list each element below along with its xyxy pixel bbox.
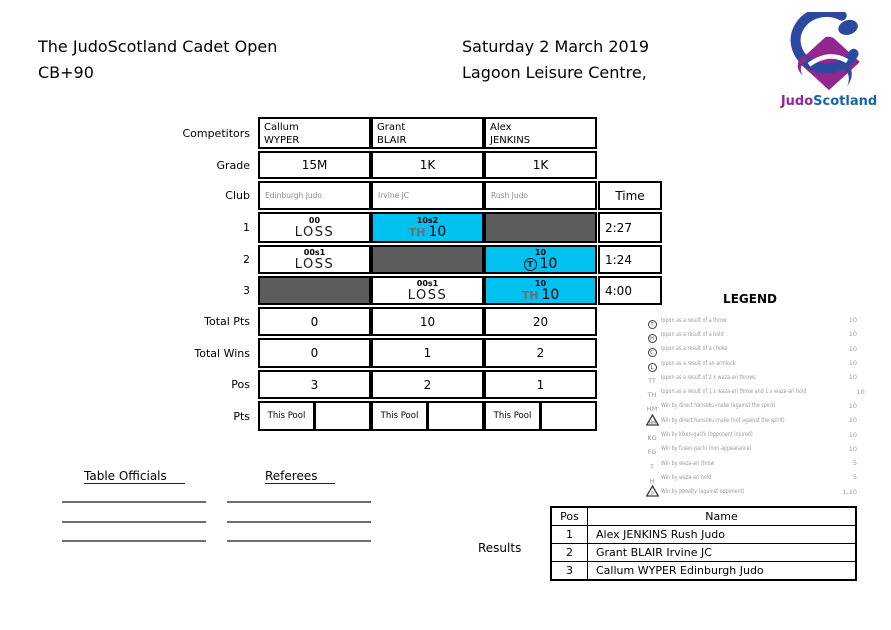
results-column-header: Name <box>588 507 857 526</box>
pool-row-label: Club <box>225 189 250 202</box>
results-pos: 3 <box>551 562 588 581</box>
signature-line <box>62 540 206 542</box>
match-time-cell: 1:24 <box>598 245 662 274</box>
match-cell-empty <box>484 212 597 243</box>
match-cell: 00s1 LOSS <box>371 276 484 305</box>
judoscotland-logo <box>779 12 879 109</box>
competitor-name-cell: Alex JENKINS <box>484 117 597 149</box>
legend-value: 10 <box>848 444 857 453</box>
legend-text: Win by direct hansoku-make (against the spirit) <box>661 402 776 410</box>
judoscotland-logo-icon <box>783 12 875 92</box>
results-row <box>551 526 856 544</box>
pool-row-label: 1 <box>243 221 250 234</box>
legend-code: FG <box>647 448 657 457</box>
legend-text: Win by waza-ari throw <box>661 459 715 467</box>
pts-empty-cell <box>427 401 484 431</box>
circled-letter-icon: L <box>648 363 657 372</box>
circled-letter-icon: C <box>648 348 657 357</box>
legend-row <box>643 442 857 456</box>
match-cell-empty <box>258 276 371 305</box>
pool-row-label: Total Pts <box>204 315 250 328</box>
club-cell: Edinburgh Judo <box>258 181 371 210</box>
svg-text:HM: HM <box>648 419 656 425</box>
position-cell: 1 <box>484 370 597 399</box>
legend-text: Ippon as a result of 1 x waza-ari throw and 1 x waza-ari hold <box>661 388 807 396</box>
legend-text: Win by waza-ari hold <box>661 473 712 481</box>
legend-value: 10 <box>848 344 857 353</box>
grade-cell: 1K <box>371 151 484 179</box>
legend-row <box>643 456 857 470</box>
results-pos: 2 <box>551 544 588 562</box>
results-column-header: Pos <box>551 507 588 526</box>
table-officials-label: Table Officials <box>84 469 185 484</box>
pool-row-label: Competitors <box>182 126 250 140</box>
weight-category: CB+90 <box>38 63 94 82</box>
legend-text: Ippon as a result of a throw <box>661 316 727 324</box>
signature-line <box>227 540 371 542</box>
triangle-icon <box>646 414 659 426</box>
legend <box>643 292 865 499</box>
legend-row <box>643 356 857 370</box>
referees-label: Referees <box>265 469 335 484</box>
signature-line <box>227 521 371 523</box>
position-cell: 2 <box>371 370 484 399</box>
legend-row <box>643 384 865 400</box>
match-time-cell: 4:00 <box>598 276 662 305</box>
pool-row-label: Grade <box>216 158 250 172</box>
circled-letter-icon: T <box>648 320 657 329</box>
legend-code: T <box>650 462 654 471</box>
match-cell-empty <box>371 245 484 274</box>
pool-row-label: 2 <box>243 253 250 266</box>
legend-value: 10 <box>848 330 857 339</box>
pts-pool-cell: This Pool <box>371 401 428 431</box>
legend-code: KG <box>647 434 657 443</box>
match-cell: 10s2 TH 10 <box>371 212 484 243</box>
legend-row <box>643 313 857 327</box>
total-wins-cell: 0 <box>258 338 371 368</box>
legend-value: 5 <box>852 473 857 482</box>
grade-cell: 15M <box>258 151 371 179</box>
win-method-code: TH <box>521 288 539 302</box>
legend-row <box>643 370 857 384</box>
results-label: Results <box>478 541 522 555</box>
legend-value: 10 <box>848 359 857 368</box>
pts-pool-cell: This Pool <box>484 401 541 431</box>
legend-text: Win by direct hansoku-make (not against the spirit) <box>661 416 785 424</box>
competitor-name-cell: Callum WYPER <box>258 117 371 149</box>
legend-row <box>643 327 857 341</box>
circled-letter-icon: H <box>648 334 657 343</box>
legend-value: 5 <box>852 459 857 468</box>
signature-line <box>62 521 206 523</box>
pts-empty-cell <box>540 401 597 431</box>
results-table <box>550 506 857 581</box>
match-cell: 00 LOSS <box>258 212 371 243</box>
total-pts-cell: 0 <box>258 307 371 336</box>
legend-text: Ippon as a result of an armlock <box>661 359 736 367</box>
legend-text: Win by fusen-gachi (non-appearance) <box>661 445 752 453</box>
legend-value: 10 <box>848 401 857 410</box>
legend-value: 1,10 <box>842 487 857 496</box>
event-date-block <box>462 34 649 86</box>
total-wins-cell: 2 <box>484 338 597 368</box>
results-row <box>551 544 856 562</box>
results-row <box>551 562 856 581</box>
logo-word-scotland: Scotland <box>813 94 878 109</box>
circled-throw-icon: T <box>524 258 537 271</box>
legend-text: Win by kiken-gachi (opponent injured) <box>661 431 753 439</box>
pool-row-label: Pos <box>231 378 250 391</box>
pool-row-label: Pts <box>233 409 250 423</box>
results-header-row <box>551 507 856 526</box>
position-cell: 3 <box>258 370 371 399</box>
legend-code: HM <box>646 405 658 414</box>
triangle-icon <box>646 485 659 497</box>
results-pos: 1 <box>551 526 588 544</box>
match-cell: 10 TH 10 <box>484 276 597 305</box>
event-date: Saturday 2 March 2019 <box>462 37 650 56</box>
total-wins-cell: 1 <box>371 338 484 368</box>
legend-row <box>643 413 857 427</box>
legend-value: 10 <box>856 387 865 396</box>
legend-rows <box>643 313 865 499</box>
legend-text: Ippon as a result of a hold <box>661 330 724 338</box>
legend-row <box>643 399 857 413</box>
match-cell: 00s1 LOSS <box>258 245 371 274</box>
event-venue: Lagoon Leisure Centre, <box>462 63 647 82</box>
grade-cell: 1K <box>484 151 597 179</box>
club-cell: Irvine JC <box>371 181 484 210</box>
match-cell: 10 T 10 <box>484 245 597 274</box>
pts-pool-cell: This Pool <box>258 401 315 431</box>
results-name: Alex JENKINS Rush Judo <box>588 526 857 544</box>
legend-row <box>643 485 857 499</box>
signature-line <box>62 501 206 503</box>
legend-value: 10 <box>848 373 857 382</box>
legend-row <box>643 470 857 484</box>
signature-line <box>227 501 371 503</box>
legend-code: TH <box>647 391 657 400</box>
legend-text: Win by penalty (against opponent) <box>661 488 745 496</box>
legend-code: H <box>649 476 655 485</box>
logo-wordmark <box>779 94 879 109</box>
logo-word-judo: Judo <box>780 94 814 109</box>
event-title-block <box>38 34 277 86</box>
win-method-code: TH <box>408 225 426 239</box>
legend-row <box>643 427 857 441</box>
legend-title: LEGEND <box>723 292 777 306</box>
legend-row <box>643 342 857 356</box>
svg-text:P: P <box>650 491 654 497</box>
pool-row-label: Total Wins <box>194 346 250 360</box>
event-title: The JudoScotland Cadet Open <box>38 37 278 56</box>
club-cell: Rush Judo <box>484 181 597 210</box>
match-time-cell: 2:27 <box>598 212 662 243</box>
pool-row-label: 3 <box>243 284 250 297</box>
legend-value: 10 <box>848 416 857 425</box>
legend-text: Ippon as a result of a choke <box>661 345 728 353</box>
legend-code: TT <box>648 376 656 385</box>
results-name: Callum WYPER Edinburgh Judo <box>588 562 857 581</box>
pts-empty-cell <box>314 401 371 431</box>
total-pts-cell: 20 <box>484 307 597 336</box>
legend-text: Ippon as a result of 2 x waza-ari throws <box>661 373 756 381</box>
total-pts-cell: 10 <box>371 307 484 336</box>
legend-value: 10 <box>848 316 857 325</box>
competitor-name-cell: Grant BLAIR <box>371 117 484 149</box>
legend-value: 10 <box>848 430 857 439</box>
time-header-cell: Time <box>598 181 662 210</box>
results-name: Grant BLAIR Irvine JC <box>588 544 857 562</box>
